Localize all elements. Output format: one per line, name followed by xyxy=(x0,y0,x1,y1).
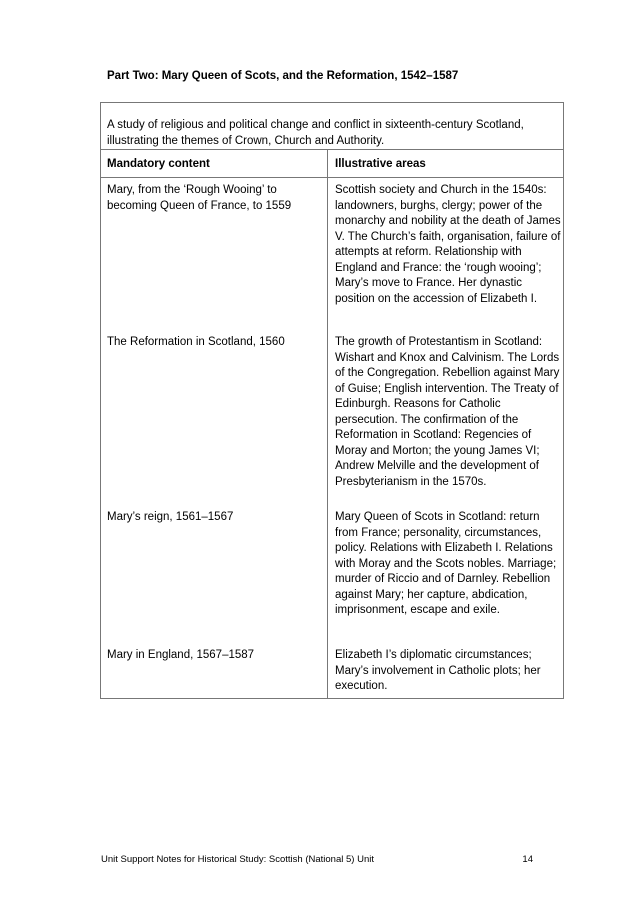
header-mandatory-content: Mandatory content xyxy=(107,158,210,170)
illustrative-cell: Elizabeth I’s diplomatic circumstances; Mary’s involvement in Catholic plots; her execution. xyxy=(335,649,541,692)
page-number: 14 xyxy=(522,854,533,865)
content-table xyxy=(100,102,564,699)
section-title: Part Two: Mary Queen of Scots, and the Reformation, 1542–1587 xyxy=(107,70,459,82)
illustrative-cell: Scottish society and Church in the 1540s: landowners, burghs, clergy; power of the monarchy and nobility at the death of James V. The Church’s faith, organisation, failure of attempts at reform. Relationship with England and France: the ‘rough wooing’; Mary’s move to France. Her dynastic position on the accession of Elizabeth I. xyxy=(335,184,561,305)
mandatory-cell: The Reformation in Scotland, 1560 xyxy=(107,336,285,348)
mandatory-cell: Mary’s reign, 1561–1567 xyxy=(107,511,234,523)
table-header-row xyxy=(101,149,563,178)
mandatory-cell: Mary, from the ‘Rough Wooing’ to becoming Queen of France, to 1559 xyxy=(107,184,292,212)
illustrative-cell: Mary Queen of Scots in Scotland: return from France; personality, circumstances, policy. Relations with Elizabeth I. Relations with Moray and the Scots nobles. Marriage; murder of Riccio and of Darnley. Rebellion against Mary; her capture, abdication, imprisonment, escape and exile. xyxy=(335,511,557,616)
page-footer xyxy=(101,854,533,865)
table-intro: A study of religious and political change and conflict in sixteenth-century Scotland, illustrating the themes of Crown, Church and Authority. xyxy=(107,119,524,147)
illustrative-cell: The growth of Protestantism in Scotland: Wishart and Knox and Calvinism. The Lords of the Congregation. Rebellion against Mary of Guise; English intervention. The Treaty of Edinburgh. Reasons for Catholic persecution. The confirmation of the Reformation in Scotland: Regencies of Moray and Morton; the young James VI; Andrew Melville and the development of Presbyterianism in the 1570s. xyxy=(335,336,560,488)
column-divider xyxy=(327,149,328,698)
footer-text: Unit Support Notes for Historical Study: Scottish (National 5) Unit xyxy=(101,854,374,865)
mandatory-cell: Mary in England, 1567–1587 xyxy=(107,649,255,661)
header-illustrative-areas: Illustrative areas xyxy=(335,158,426,170)
